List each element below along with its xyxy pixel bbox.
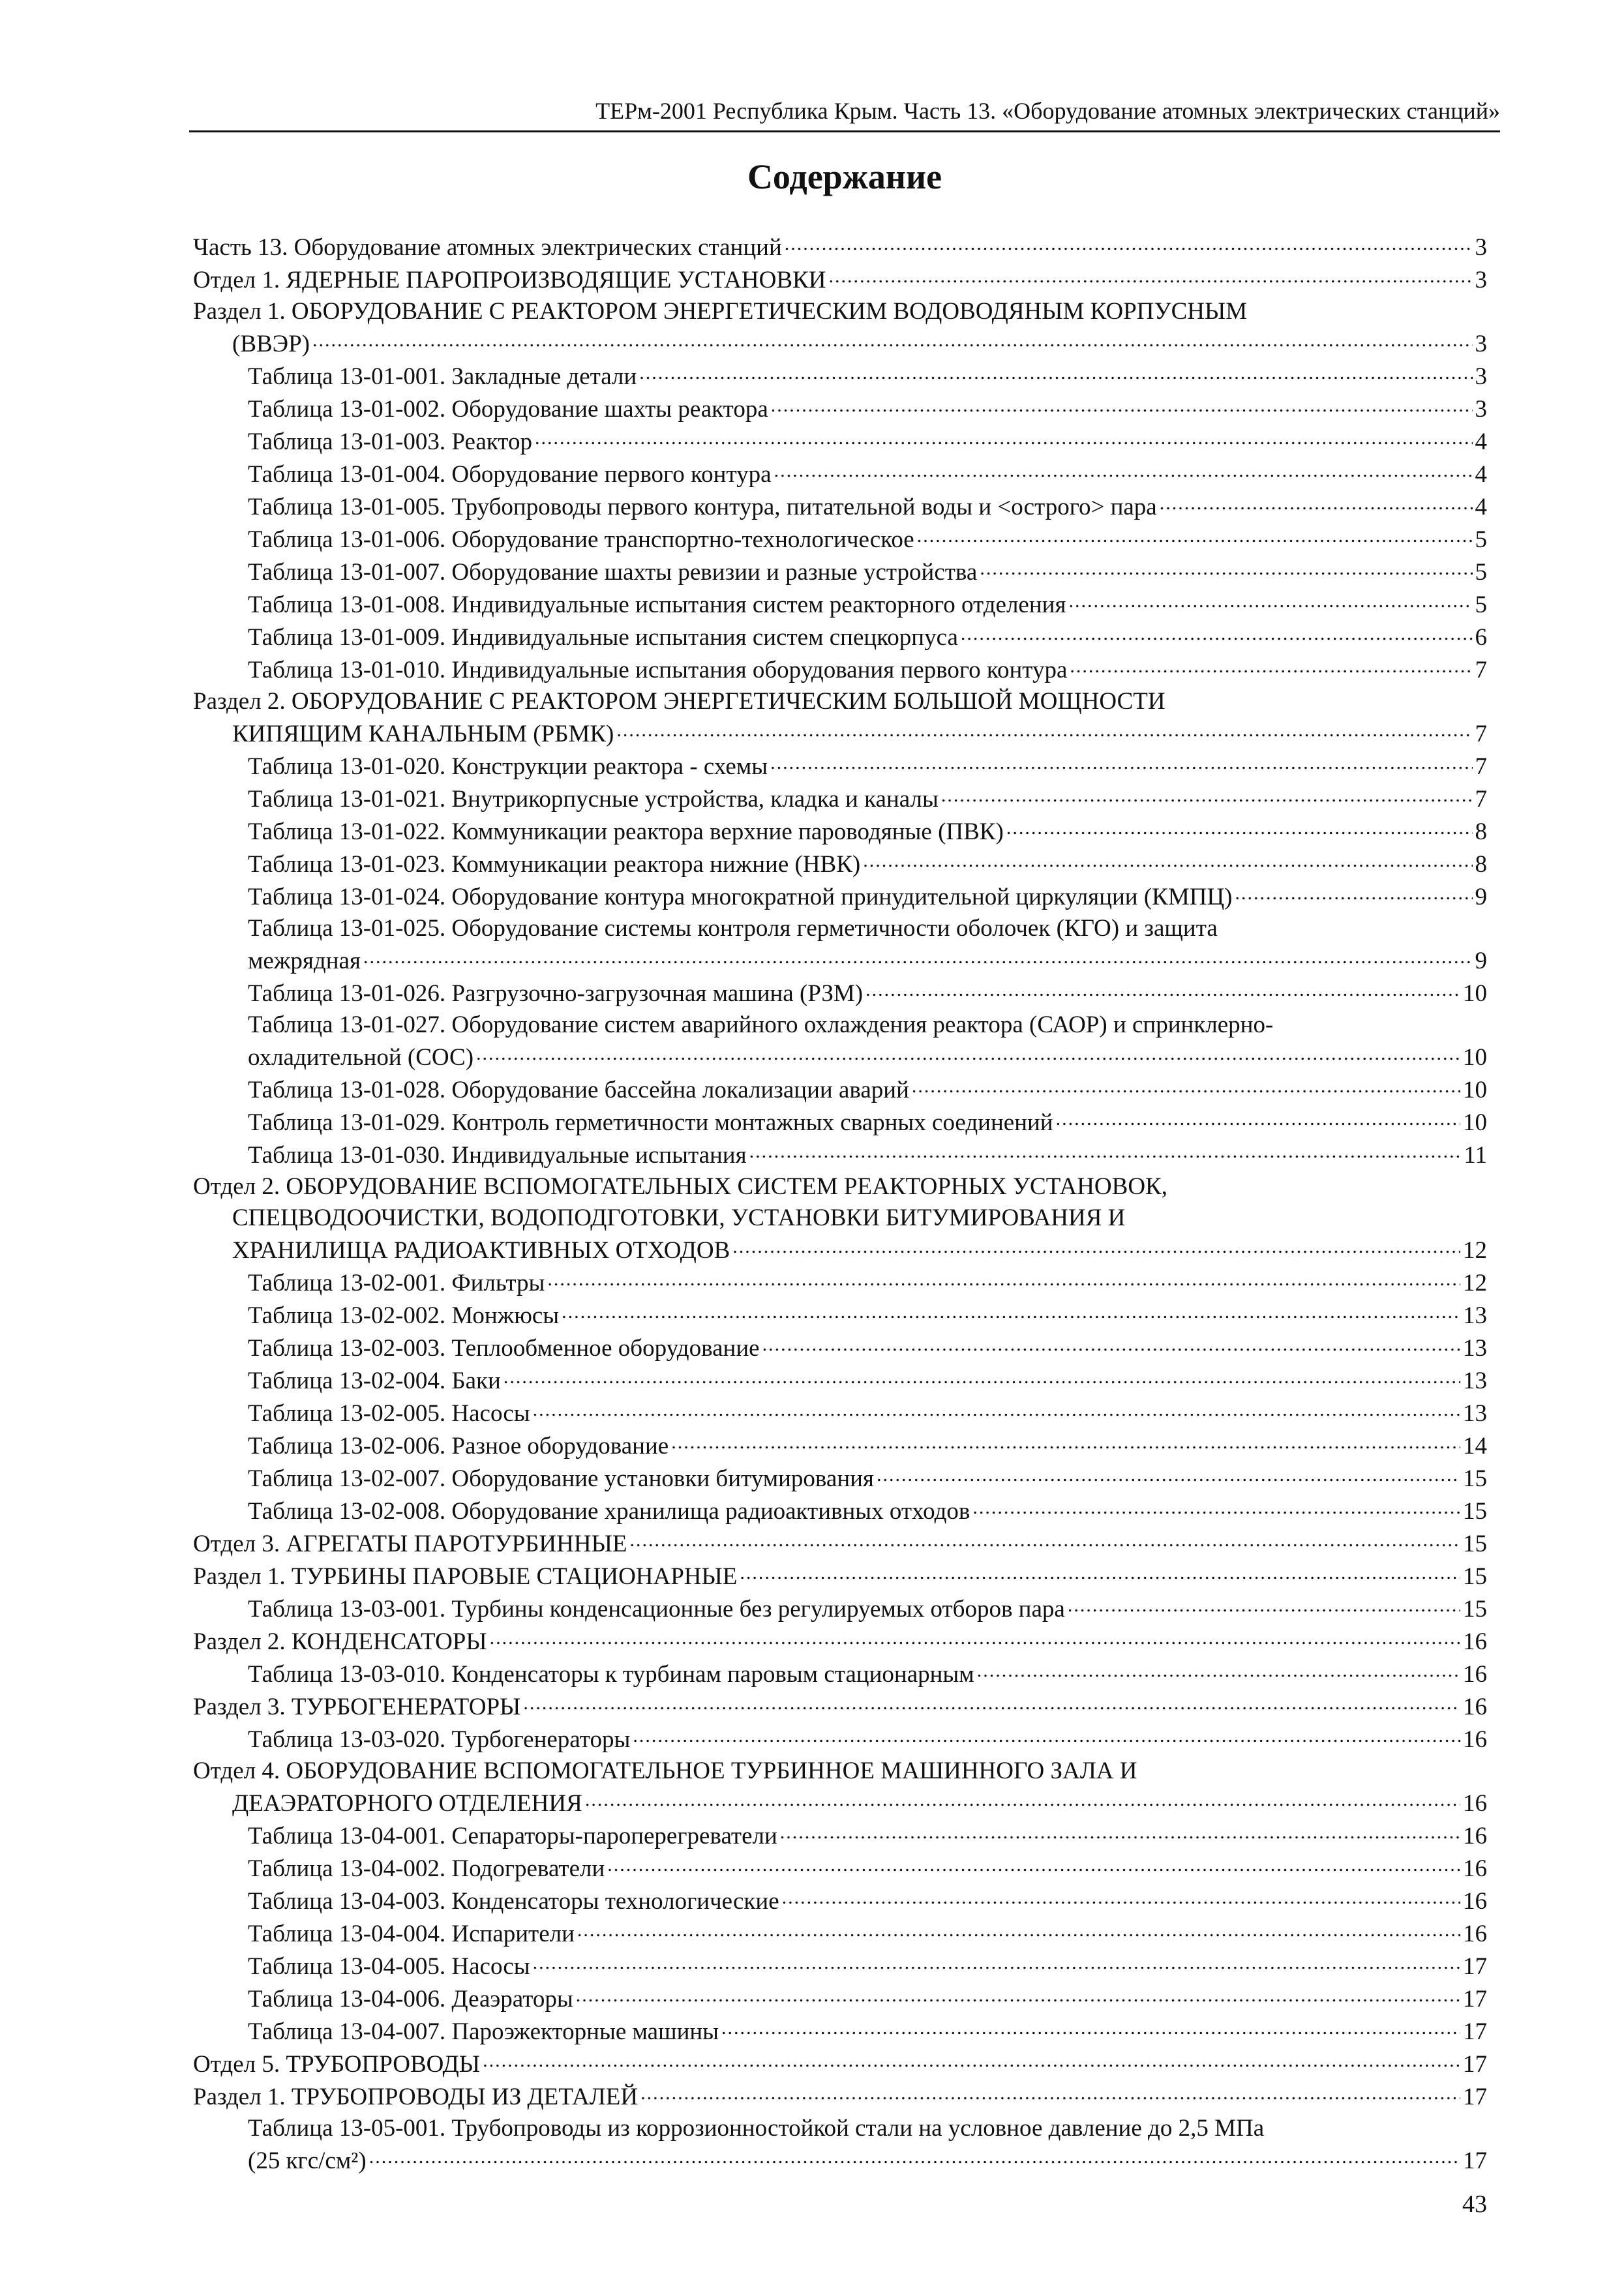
dot-leader — [490, 1625, 1460, 1649]
toc-table-entry[interactable] — [248, 1658, 1487, 1690]
toc-page-number: 4 — [1475, 428, 1487, 455]
dot-leader — [585, 1787, 1460, 1811]
toc-entry-text: Таблица 13-03-010. Конденсаторы к турбинам паровым стационарным — [248, 1661, 974, 1688]
toc-page-number: 7 — [1475, 753, 1487, 780]
dot-leader — [639, 360, 1472, 384]
dot-leader — [780, 1819, 1460, 1844]
toc-table-entry[interactable] — [248, 425, 1487, 458]
toc-entry-text: Таблица 13-01-022. Коммуникации реактора верхние пароводяные (ПВК) — [248, 818, 1004, 845]
toc-entry-text: Таблица 13-01-009. Индивидуальные испытания систем спецкорпуса — [248, 624, 958, 651]
toc-page-number: 15 — [1463, 1498, 1487, 1525]
toc-entry-text: Таблица 13-01-028. Оборудование бассейна локализации аварий — [248, 1077, 909, 1103]
toc-page-number: 17 — [1463, 2084, 1487, 2110]
toc-heading-entry[interactable] — [193, 296, 1487, 360]
dot-leader — [607, 1852, 1460, 1876]
toc-page-number: 15 — [1463, 1531, 1487, 1557]
dot-leader — [877, 1462, 1460, 1486]
toc-entry-text: Таблица 13-04-005. Насосы — [248, 1953, 530, 1980]
toc-heading-entry[interactable] — [193, 1690, 1487, 1723]
toc-page-number: 7 — [1475, 721, 1487, 747]
toc-page-number: 3 — [1475, 363, 1487, 390]
dot-leader — [629, 1527, 1460, 1551]
toc-page-number: 10 — [1463, 1077, 1487, 1103]
toc-entry-text: Таблица 13-01-004. Оборудование первого контура — [248, 461, 772, 488]
toc-page-number: 3 — [1475, 267, 1487, 293]
dot-leader — [1160, 490, 1473, 515]
toc-heading-entry[interactable] — [193, 2048, 1487, 2080]
toc-entry-text: Таблица 13-02-002. Монжюсы — [248, 1302, 560, 1329]
dot-leader — [941, 783, 1473, 807]
dot-leader — [616, 717, 1472, 741]
toc-page-number: 12 — [1463, 1270, 1487, 1296]
toc-page-number: 16 — [1463, 1628, 1487, 1655]
dot-leader — [721, 2015, 1460, 2039]
toc-table-entry[interactable] — [248, 621, 1487, 653]
toc-table-entry[interactable] — [248, 1266, 1487, 1299]
dot-leader — [1068, 588, 1472, 612]
toc-table-entry[interactable] — [248, 1462, 1487, 1495]
toc-entry-text: Таблица 13-04-006. Деаэраторы — [248, 1986, 573, 2012]
toc-table-entry[interactable] — [248, 815, 1487, 848]
toc-table-entry[interactable] — [248, 1885, 1487, 1917]
header-rule — [189, 130, 1500, 132]
dot-leader — [671, 1429, 1460, 1454]
toc-page-number: 11 — [1464, 1142, 1487, 1169]
toc-page-number: 17 — [1463, 1986, 1487, 2012]
toc-entry-text: ХРАНИЛИЩА РАДИОАКТИВНЫХ ОТХОДОВ — [232, 1237, 730, 1264]
dot-leader — [961, 621, 1473, 645]
toc-page-number: 17 — [1463, 2018, 1487, 2045]
toc-entry-text: Отдел 4. ОБОРУДОВАНИЕ ВСПОМОГАТЕЛЬНОЕ ТУРБИННОЕ МАШИННОГО ЗАЛА И — [193, 1758, 1137, 1784]
toc-entry-text: Таблица 13-02-004. Баки — [248, 1368, 501, 1394]
dot-leader — [504, 1364, 1460, 1388]
dot-leader — [749, 1139, 1462, 1163]
toc-page-number: 12 — [1463, 1237, 1487, 1264]
toc-page-number: 5 — [1475, 559, 1487, 586]
toc-page-number: 15 — [1463, 1596, 1487, 1623]
toc-page-number: 7 — [1475, 657, 1487, 683]
toc-page-number: 14 — [1463, 1433, 1487, 1459]
dot-leader — [1068, 1593, 1460, 1617]
toc-table-entry[interactable] — [248, 1364, 1487, 1397]
dot-leader — [1006, 815, 1473, 839]
toc-heading-entry[interactable] — [193, 1625, 1487, 1658]
toc-page-number: 17 — [1463, 2147, 1487, 2174]
toc-table-entry[interactable] — [248, 1106, 1487, 1139]
toc-page-number: 15 — [1463, 1563, 1487, 1590]
toc-entry-text: Раздел 2. КОНДЕНСАТОРЫ — [193, 1628, 487, 1655]
dot-leader — [782, 1885, 1460, 1909]
dot-leader — [523, 1690, 1460, 1714]
dot-leader — [547, 1266, 1460, 1291]
toc-heading-entry[interactable] — [193, 1527, 1487, 1560]
toc-entry-text: Отдел 5. ТРУБОПРОВОДЫ — [193, 2051, 481, 2078]
page-title: Содержание — [747, 157, 942, 196]
toc-page-number: 16 — [1463, 1790, 1487, 1817]
toc-entry-text: Отдел 3. АГРЕГАТЫ ПАРОТУРБИННЫЕ — [193, 1531, 627, 1557]
toc-heading-entry[interactable] — [193, 1756, 1487, 1819]
toc-page-number: 16 — [1463, 1694, 1487, 1720]
toc-entry-text: Таблица 13-01-001. Закладные детали — [248, 363, 637, 390]
dot-leader — [577, 1917, 1460, 1941]
toc-table-entry[interactable] — [248, 523, 1487, 556]
toc-heading-entry[interactable] — [193, 231, 1487, 263]
toc-page-number: 13 — [1463, 1400, 1487, 1427]
toc-page-number: 9 — [1475, 884, 1487, 910]
dot-leader — [576, 1982, 1460, 2007]
toc-page-number: 4 — [1475, 461, 1487, 488]
toc-entry-text: ДЕАЭРАТОРНОГО ОТДЕЛЕНИЯ — [232, 1790, 582, 1817]
toc-table-entry[interactable] — [248, 1332, 1487, 1364]
toc-table-entry[interactable] — [248, 2015, 1487, 2048]
toc-entry-text: Таблица 13-01-005. Трубопроводы первого контура, питательной воды и <острого> пара — [248, 494, 1157, 520]
toc-table-entry[interactable] — [248, 1495, 1487, 1527]
table-of-contents — [193, 231, 1487, 2177]
toc-entry-text: Отдел 2. ОБОРУДОВАНИЕ ВСПОМОГАТЕЛЬНЫХ СИСТЕМ РЕАКТОРНЫХ УСТАНОВОК, — [193, 1173, 1167, 1200]
toc-page-number: 5 — [1475, 591, 1487, 618]
toc-entry-text: Часть 13. Оборудование атомных электрических станций — [193, 234, 782, 261]
toc-entry-text: Таблица 13-01-030. Индивидуальные испытания — [248, 1142, 747, 1169]
dot-leader — [476, 1041, 1460, 1065]
dot-leader — [972, 1495, 1460, 1519]
toc-table-entry[interactable] — [248, 880, 1487, 913]
running-header: ТЕРм-2001 Республика Крым. Часть 13. «Оборудование атомных электрических станций» — [595, 98, 1500, 124]
toc-entry-text: Таблица 13-02-008. Оборудование хранилища радиоактивных отходов — [248, 1498, 970, 1525]
dot-leader — [562, 1299, 1460, 1323]
toc-entry-text: Таблица 13-03-020. Турбогенераторы — [248, 1726, 631, 1753]
toc-table-entry[interactable] — [248, 1982, 1487, 2015]
toc-entry-text: Раздел 1. ОБОРУДОВАНИЕ С РЕАКТОРОМ ЭНЕРГЕТИЧЕСКИМ ВОДОВОДЯНЫМ КОРПУСНЫМ — [193, 298, 1248, 325]
toc-table-entry[interactable] — [248, 848, 1487, 880]
toc-page-number: 17 — [1463, 1953, 1487, 1980]
toc-page-number: 16 — [1463, 1855, 1487, 1882]
dot-leader — [977, 1658, 1460, 1682]
dot-leader — [533, 1397, 1460, 1421]
toc-entry-text: (ВВЭР) — [232, 331, 310, 357]
toc-entry-text: охладительной (СОС) — [248, 1044, 474, 1071]
toc-table-entry[interactable] — [248, 1073, 1487, 1106]
dot-leader — [640, 2080, 1460, 2104]
dot-leader — [1070, 653, 1472, 678]
toc-entry-text: СПЕЦВОДООЧИСТКИ, ВОДОПОДГОТОВКИ, УСТАНОВКИ БИТУМИРОВАНИЯ И — [232, 1204, 1126, 1231]
toc-table-entry[interactable] — [248, 1950, 1487, 1982]
toc-table-entry[interactable] — [248, 977, 1487, 1010]
toc-entry-text: Таблица 13-01-027. Оборудование систем аварийного охлаждения реактора (САОР) и спринклерно- — [248, 1011, 1274, 1038]
toc-page-number: 17 — [1463, 2051, 1487, 2078]
toc-entry-text: Таблица 13-01-008. Индивидуальные испытания систем реакторного отделения — [248, 591, 1066, 618]
toc-page-number: 16 — [1463, 1888, 1487, 1915]
toc-entry-text: Таблица 13-04-004. Испарители — [248, 1921, 575, 1947]
dot-leader — [732, 1234, 1460, 1258]
toc-entry-text: Таблица 13-04-002. Подогреватели — [248, 1855, 605, 1882]
toc-entry-text: Таблица 13-01-020. Конструкции реактора - схемы — [248, 753, 768, 780]
toc-entry-text: Таблица 13-02-007. Оборудование установки битумирования — [248, 1465, 874, 1492]
toc-entry-text: Таблица 13-02-005. Насосы — [248, 1400, 530, 1427]
toc-entry-text: Таблица 13-01-025. Оборудование системы контроля герметичности оболочек (КГО) и защита — [248, 915, 1218, 942]
toc-page-number: 16 — [1463, 1726, 1487, 1753]
toc-heading-entry[interactable] — [193, 2080, 1487, 2113]
toc-entry-text: Таблица 13-01-029. Контроль герметичности монтажных сварных соединений — [248, 1109, 1053, 1136]
toc-table-entry[interactable] — [248, 653, 1487, 686]
toc-table-entry[interactable] — [248, 750, 1487, 783]
toc-page-number: 9 — [1475, 948, 1487, 974]
toc-page-number: 8 — [1475, 818, 1487, 845]
toc-page-number: 13 — [1463, 1335, 1487, 1362]
toc-page-number: 10 — [1463, 1109, 1487, 1136]
dot-leader — [1056, 1106, 1460, 1130]
toc-table-entry[interactable] — [248, 1819, 1487, 1852]
toc-table-entry[interactable] — [248, 2113, 1487, 2177]
toc-table-entry[interactable] — [248, 1917, 1487, 1950]
toc-entry-text: Таблица 13-04-001. Сепараторы-пароперегреватели — [248, 1823, 777, 1849]
toc-entry-text: Таблица 13-05-001. Трубопроводы из коррозионностойкой стали на условное давление до 2,5 МПа — [248, 2115, 1265, 2142]
toc-entry-text: межрядная — [248, 948, 361, 974]
toc-entry-text: Таблица 13-02-003. Теплообменное оборудование — [248, 1335, 760, 1362]
toc-entry-text: Таблица 13-04-003. Конденсаторы технологические — [248, 1888, 779, 1915]
toc-entry-text: Раздел 1. ТРУБОПРОВОДЫ ИЗ ДЕТАЛЕЙ — [193, 2084, 639, 2110]
dot-leader — [917, 523, 1473, 547]
toc-entry-text: Отдел 1. ЯДЕРНЫЕ ПАРОПРОИЗВОДЯЩИЕ УСТАНОВКИ — [193, 267, 826, 293]
dot-leader — [828, 263, 1472, 288]
toc-page-number: 16 — [1463, 1823, 1487, 1849]
dot-leader — [633, 1723, 1460, 1747]
dot-leader — [1235, 880, 1473, 905]
toc-page-number: 3 — [1475, 234, 1487, 261]
toc-table-entry[interactable] — [248, 588, 1487, 621]
toc-entry-text: Таблица 13-04-007. Пароэжекторные машины — [248, 2018, 719, 2045]
toc-table-entry[interactable] — [248, 783, 1487, 815]
toc-entry-text: Таблица 13-02-001. Фильтры — [248, 1270, 545, 1296]
toc-page-number: 3 — [1475, 331, 1487, 357]
dot-leader — [312, 327, 1472, 352]
dot-leader — [774, 458, 1473, 482]
toc-table-entry[interactable] — [248, 556, 1487, 588]
toc-entry-text: Таблица 13-01-026. Разгрузочно-загрузочная машина (РЗМ) — [248, 980, 864, 1007]
toc-entry-text: Таблица 13-01-002. Оборудование шахты реактора — [248, 396, 768, 423]
toc-entry-text: Раздел 3. ТУРБОГЕНЕРАТОРЫ — [193, 1694, 521, 1720]
toc-page-number: 15 — [1463, 1465, 1487, 1492]
toc-table-entry[interactable] — [248, 490, 1487, 523]
toc-entry-text: Таблица 13-01-006. Оборудование транспортно-технологическое — [248, 526, 914, 553]
toc-table-entry[interactable] — [248, 1429, 1487, 1462]
toc-entry-text: КИПЯЩИМ КАНАЛЬНЫМ (РБМК) — [232, 721, 614, 747]
dot-leader — [363, 944, 1473, 968]
dot-leader — [912, 1073, 1460, 1098]
page-number: 43 — [1462, 2191, 1487, 2218]
dot-leader — [863, 848, 1472, 872]
toc-page-number: 7 — [1475, 786, 1487, 813]
toc-heading-entry[interactable] — [193, 686, 1487, 750]
toc-entry-text: Таблица 13-01-024. Оборудование контура многократной принудительной циркуляции (КМПЦ) — [248, 884, 1233, 910]
toc-page-number: 10 — [1463, 1044, 1487, 1071]
dot-leader — [865, 977, 1460, 1001]
dot-leader — [771, 393, 1473, 417]
toc-page-number: 4 — [1475, 494, 1487, 520]
toc-page-number: 6 — [1475, 624, 1487, 651]
toc-entry-text: (25 кгс/см²) — [248, 2147, 367, 2174]
toc-page-number: 8 — [1475, 851, 1487, 878]
toc-table-entry[interactable] — [248, 1010, 1487, 1073]
toc-table-entry[interactable] — [248, 913, 1487, 977]
toc-table-entry[interactable] — [248, 1299, 1487, 1332]
dot-leader — [785, 231, 1473, 255]
dot-leader — [533, 1950, 1460, 1974]
toc-page-number: 10 — [1463, 980, 1487, 1007]
toc-page-number: 16 — [1463, 1661, 1487, 1688]
dot-leader — [980, 556, 1472, 580]
toc-table-entry[interactable] — [248, 458, 1487, 490]
toc-table-entry[interactable] — [248, 1723, 1487, 1756]
dot-leader — [369, 2144, 1460, 2168]
toc-page-number: 16 — [1463, 1921, 1487, 1947]
toc-entry-text: Раздел 2. ОБОРУДОВАНИЕ С РЕАКТОРОМ ЭНЕРГЕТИЧЕСКИМ БОЛЬШОЙ МОЩНОСТИ — [193, 688, 1165, 715]
toc-entry-text: Таблица 13-01-003. Реактор — [248, 428, 532, 455]
dot-leader — [740, 1560, 1460, 1584]
toc-table-entry[interactable] — [248, 1852, 1487, 1885]
dot-leader — [483, 2048, 1460, 2072]
toc-entry-text: Таблица 13-02-006. Разное оборудование — [248, 1433, 669, 1459]
toc-page-number: 13 — [1463, 1368, 1487, 1394]
toc-heading-entry[interactable] — [193, 263, 1487, 296]
toc-heading-entry[interactable] — [193, 1560, 1487, 1593]
toc-entry-text: Таблица 13-01-021. Внутрикорпусные устройства, кладка и каналы — [248, 786, 939, 813]
dot-leader — [762, 1332, 1460, 1356]
toc-table-entry[interactable] — [248, 360, 1487, 393]
toc-page-number: 3 — [1475, 396, 1487, 423]
toc-table-entry[interactable] — [248, 1397, 1487, 1429]
toc-entry-text: Раздел 1. ТУРБИНЫ ПАРОВЫЕ СТАЦИОНАРНЫЕ — [193, 1563, 738, 1590]
toc-entry-text: Таблица 13-01-010. Индивидуальные испытания оборудования первого контура — [248, 657, 1068, 683]
toc-entry-text: Таблица 13-01-007. Оборудование шахты ревизии и разные устройства — [248, 559, 978, 586]
toc-table-entry[interactable] — [248, 393, 1487, 425]
toc-heading-entry[interactable] — [193, 1171, 1487, 1266]
toc-table-entry[interactable] — [248, 1139, 1487, 1171]
dot-leader — [535, 425, 1473, 449]
toc-entry-text: Таблица 13-01-023. Коммуникации реактора нижние (НВК) — [248, 851, 861, 878]
toc-page-number: 5 — [1475, 526, 1487, 553]
dot-leader — [770, 750, 1472, 774]
toc-table-entry[interactable] — [248, 1593, 1487, 1625]
toc-entry-text: Таблица 13-03-001. Турбины конденсационные без регулируемых отборов пара — [248, 1596, 1065, 1623]
toc-page-number: 13 — [1463, 1302, 1487, 1329]
